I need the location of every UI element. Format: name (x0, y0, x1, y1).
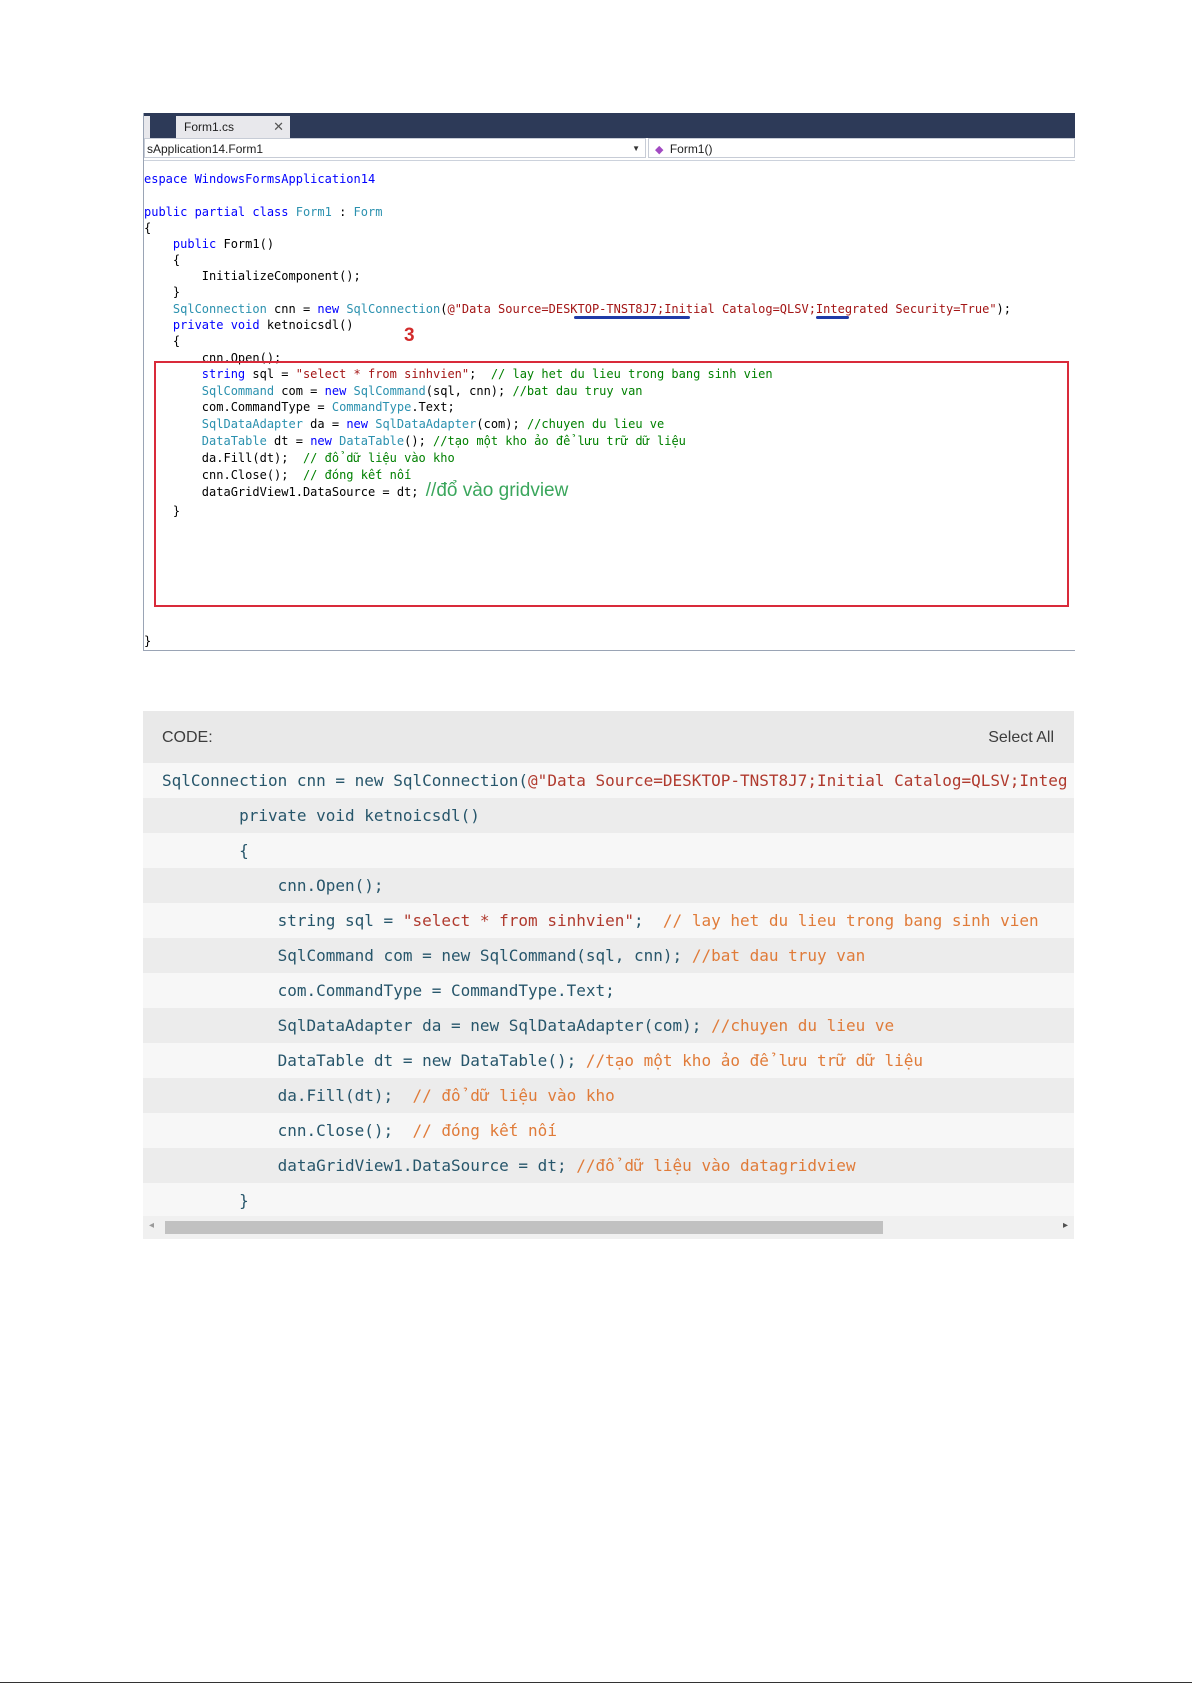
code-token: Form1() (223, 237, 275, 251)
code-block-header (143, 711, 1074, 763)
code-token: SqlDataAdapter (144, 417, 303, 431)
code-token: @"Data Source=DESKTOP-TNST8J7;Initial Catalog=QLSV;Integrated Security=True" (447, 302, 997, 316)
code-token: Form1 (295, 205, 332, 219)
code-token: da = (302, 417, 347, 431)
code-token: sql = (252, 367, 296, 381)
tab-label: Form1.cs (184, 120, 235, 134)
code-line (143, 1148, 1074, 1183)
code-line (143, 903, 1074, 938)
code-token: com.CommandType = (144, 400, 332, 414)
code-token: //chuyen du lieu ve (526, 417, 665, 431)
code-token: ); (996, 302, 1011, 316)
code-token: new (324, 384, 354, 398)
code-token: //tạo một kho ảo để lưu trữ dữ liệu (585, 1051, 923, 1070)
code-token: SqlConnection (346, 302, 441, 316)
code-token: : (331, 205, 354, 219)
code-token: DataTable (144, 434, 267, 448)
method-icon: ◆ (655, 144, 664, 156)
code-token: SqlCommand (353, 384, 426, 398)
code-token: //tạo một kho ảo để lưu trữ dữ liệu (433, 434, 686, 448)
code-line (143, 1008, 1074, 1043)
navigation-bar (144, 138, 1075, 161)
code-editor[interactable] (144, 163, 1075, 648)
chevron-down-icon[interactable]: ▼ (632, 144, 640, 153)
code-token: .Text; (411, 400, 455, 414)
code-token: (sql, cnn); (425, 384, 513, 398)
code-line (143, 1043, 1074, 1078)
code-token: SqlDataAdapter (375, 417, 477, 431)
handwritten-comment: //đổ vào gridview (425, 480, 569, 501)
code-token: // đóng kết nối (412, 1121, 557, 1140)
code-token: // lay het du lieu trong bang sinh vien (490, 367, 773, 381)
scrollbar-thumb[interactable] (165, 1221, 883, 1234)
code-token: dataGridView1.DataSource = dt; (144, 485, 426, 499)
code-token: espace WindowsFormsApplication14 (144, 172, 376, 186)
code-token: // đóng kết nối (302, 468, 412, 482)
code-token: //bat dau truy van (512, 384, 643, 398)
code-token: public partial class (144, 205, 296, 219)
underline-annotation (574, 316, 690, 319)
code-token: // đổ dữ liệu vào kho (412, 1086, 615, 1105)
code-line: { (144, 334, 181, 348)
code-token: cnn = (266, 302, 318, 316)
code-token: CommandType (331, 400, 412, 414)
hidden-tab[interactable] (144, 116, 150, 138)
select-all-button[interactable]: Select All (988, 729, 1054, 746)
code-line (144, 236, 274, 252)
code-token: //bat dau truy van (691, 946, 866, 965)
page-bottom-rule (0, 1682, 1192, 1683)
code-token: SqlCommand (144, 384, 275, 398)
code-line (144, 301, 1011, 317)
code-token: new (317, 302, 347, 316)
horizontal-scrollbar[interactable] (143, 1216, 1074, 1239)
code-line (144, 317, 354, 333)
type-dropdown-value: sApplication14.Form1 (147, 142, 264, 156)
step-number-annotation: 3 (404, 325, 415, 346)
underline-annotation (816, 316, 849, 319)
code-token: SqlConnection cnn = new SqlConnection( (162, 771, 529, 790)
code-token: @"Data Source=DESKTOP-TNST8J7;Initial Catalog=QLSV;Integ (528, 771, 1068, 790)
code-token: ( (440, 302, 448, 316)
code-token: ; (469, 367, 491, 381)
code-token: dataGridView1.DataSource = dt; (162, 1156, 577, 1175)
member-dropdown-value: Form1() (669, 142, 713, 156)
code-line (143, 938, 1074, 973)
scroll-right-icon[interactable]: ▸ (1062, 1220, 1068, 1231)
code-line: } (162, 1191, 249, 1210)
code-token: new (346, 417, 376, 431)
code-token: //chuyen du lieu ve (711, 1016, 895, 1035)
code-token: cnn.Close(); (144, 468, 303, 482)
code-line (143, 763, 1074, 798)
code-token: SqlDataAdapter da = new SqlDataAdapter(com); (162, 1016, 712, 1035)
code-token: // lay het du lieu trong bang sinh vien (662, 911, 1039, 930)
code-token: //đổ dữ liệu vào datagridview (576, 1156, 856, 1175)
code-token: ; (634, 911, 663, 930)
code-block-title: CODE: (162, 729, 213, 746)
code-token: Form (353, 205, 383, 219)
code-line: } (144, 634, 152, 648)
code-token: private void (144, 318, 267, 332)
code-token: cnn.Close(); (162, 1121, 413, 1140)
code-token: (com); (476, 417, 527, 431)
code-token: public (144, 237, 224, 251)
code-token: // đổ dữ liệu vào kho (302, 451, 455, 465)
code-token: SqlConnection (144, 302, 267, 316)
code-line: cnn.Open(); (144, 351, 282, 365)
code-line: com.CommandType = CommandType.Text; (162, 981, 615, 1000)
code-line: } (144, 504, 181, 518)
tab-form1-cs[interactable] (176, 116, 290, 138)
code-token: com = (274, 384, 325, 398)
code-token: DataTable (339, 434, 405, 448)
code-token: string sql = (162, 911, 403, 930)
scroll-left-icon[interactable]: ◂ (149, 1220, 155, 1231)
code-line: cnn.Open(); (143, 868, 1074, 903)
highlight-box (154, 361, 1069, 607)
code-block (143, 711, 1074, 1239)
code-token: da.Fill(dt); (162, 1086, 413, 1105)
code-token: (); (404, 434, 434, 448)
code-line (144, 204, 382, 220)
divider (144, 650, 1075, 651)
code-line (144, 171, 375, 187)
code-line: InitializeComponent(); (144, 269, 361, 283)
code-token: DataTable dt = new DataTable(); (162, 1051, 586, 1070)
code-line (143, 1078, 1074, 1113)
code-line: { (162, 841, 249, 860)
code-token: da.Fill(dt); (144, 451, 303, 465)
editor-screenshot (143, 113, 1075, 651)
code-line: { (144, 253, 181, 267)
code-token: ketnoicsdl() (266, 318, 354, 332)
code-token: new (310, 434, 340, 448)
editor-tab-bar (144, 113, 1075, 138)
code-token: string (144, 367, 253, 381)
code-line: } (144, 285, 181, 299)
type-dropdown[interactable] (144, 138, 646, 158)
code-block-lines[interactable] (143, 763, 1074, 1218)
code-token: "select * from sinhvien" (295, 367, 470, 381)
member-dropdown[interactable] (648, 138, 1075, 158)
code-token: dt = (266, 434, 311, 448)
close-icon[interactable]: ✕ (273, 119, 284, 134)
code-token: SqlCommand com = new SqlCommand(sql, cnn); (162, 946, 692, 965)
code-token: "select * from sinhvien" (402, 911, 635, 930)
code-line: { (144, 221, 152, 235)
code-line (143, 1113, 1074, 1148)
code-line: private void ketnoicsdl() (143, 798, 1074, 833)
